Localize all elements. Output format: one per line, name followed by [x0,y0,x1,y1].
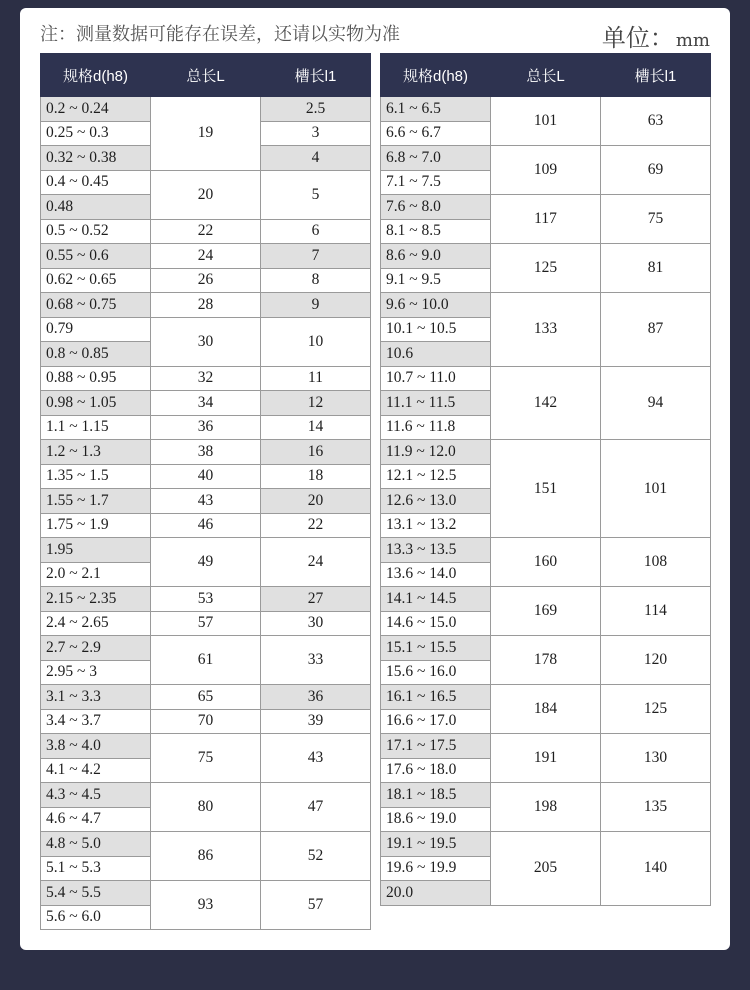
slot-cell: 2.5 [261,97,371,122]
length-cell: 26 [151,268,261,293]
slot-cell: 4 [261,146,371,171]
size-cell: 0.79 [41,317,151,342]
size-cell: 10.7 ~ 11.0 [381,366,491,391]
slot-cell: 14 [261,415,371,440]
size-cell: 6.8 ~ 7.0 [381,146,491,171]
size-cell: 11.6 ~ 11.8 [381,415,491,440]
size-cell: 18.1 ~ 18.5 [381,783,491,808]
slot-cell: 6 [261,219,371,244]
length-cell: 32 [151,366,261,391]
length-cell: 57 [151,611,261,636]
table-row [381,587,711,612]
size-cell: 19.6 ~ 19.9 [381,856,491,881]
length-cell: 151 [491,440,601,538]
size-cell: 2.4 ~ 2.65 [41,611,151,636]
unit-value: mm [675,30,710,51]
table-row [41,244,371,269]
table-row [41,832,371,857]
size-cell: 3.1 ~ 3.3 [41,685,151,710]
size-cell: 0.4 ~ 0.45 [41,170,151,195]
table-row [41,293,371,318]
unit-label [602,18,710,53]
size-cell: 11.1 ~ 11.5 [381,391,491,416]
table-row [381,636,711,661]
length-cell: 117 [491,195,601,244]
size-cell: 0.62 ~ 0.65 [41,268,151,293]
size-cell: 6.1 ~ 6.5 [381,97,491,122]
slot-cell: 87 [601,293,711,367]
slot-cell: 20 [261,489,371,514]
length-cell: 109 [491,146,601,195]
length-cell: 49 [151,538,261,587]
size-cell: 19.1 ~ 19.5 [381,832,491,857]
length-cell: 125 [491,244,601,293]
slot-cell: 94 [601,366,711,440]
size-cell: 17.1 ~ 17.5 [381,734,491,759]
length-cell: 61 [151,636,261,685]
table-row [41,489,371,514]
length-cell: 53 [151,587,261,612]
length-cell: 101 [491,97,601,146]
slot-cell: 24 [261,538,371,587]
length-cell: 178 [491,636,601,685]
slot-cell: 125 [601,685,711,734]
slot-cell: 52 [261,832,371,881]
size-cell: 10.1 ~ 10.5 [381,317,491,342]
slot-cell: 5 [261,170,371,219]
length-cell: 20 [151,170,261,219]
table-row [381,366,711,391]
size-cell: 0.55 ~ 0.6 [41,244,151,269]
table-row [41,440,371,465]
size-cell: 9.1 ~ 9.5 [381,268,491,293]
table-row [381,685,711,710]
size-cell: 13.6 ~ 14.0 [381,562,491,587]
size-cell: 4.1 ~ 4.2 [41,758,151,783]
slot-cell: 43 [261,734,371,783]
size-cell: 15.1 ~ 15.5 [381,636,491,661]
header-length: 总长L [491,54,601,97]
size-cell: 0.88 ~ 0.95 [41,366,151,391]
size-cell: 0.2 ~ 0.24 [41,97,151,122]
slot-cell: 63 [601,97,711,146]
table-row [41,783,371,808]
table-row [41,709,371,734]
length-cell: 133 [491,293,601,367]
size-cell: 5.1 ~ 5.3 [41,856,151,881]
table-row [41,97,371,122]
length-cell: 40 [151,464,261,489]
length-cell: 36 [151,415,261,440]
size-cell: 4.3 ~ 4.5 [41,783,151,808]
slot-cell: 130 [601,734,711,783]
size-cell: 1.75 ~ 1.9 [41,513,151,538]
table-row [381,783,711,808]
length-cell: 38 [151,440,261,465]
table-row [381,195,711,220]
slot-cell: 27 [261,587,371,612]
size-cell: 12.6 ~ 13.0 [381,489,491,514]
slot-cell: 114 [601,587,711,636]
table-row [381,440,711,465]
length-cell: 70 [151,709,261,734]
size-cell: 0.25 ~ 0.3 [41,121,151,146]
size-cell: 12.1 ~ 12.5 [381,464,491,489]
slot-cell: 16 [261,440,371,465]
size-cell: 0.5 ~ 0.52 [41,219,151,244]
size-cell: 10.6 [381,342,491,367]
spec-table-right [380,53,711,906]
size-cell: 4.8 ~ 5.0 [41,832,151,857]
slot-cell: 36 [261,685,371,710]
length-cell: 65 [151,685,261,710]
size-cell: 1.95 [41,538,151,563]
slot-cell: 11 [261,366,371,391]
size-cell: 14.6 ~ 15.0 [381,611,491,636]
length-cell: 142 [491,366,601,440]
length-cell: 86 [151,832,261,881]
length-cell: 191 [491,734,601,783]
slot-cell: 47 [261,783,371,832]
table-row [41,219,371,244]
spec-table-left [40,53,371,930]
slot-cell: 30 [261,611,371,636]
slot-cell: 120 [601,636,711,685]
table-row [381,832,711,857]
slot-cell: 81 [601,244,711,293]
size-cell: 8.1 ~ 8.5 [381,219,491,244]
table-row [41,317,371,342]
size-cell: 4.6 ~ 4.7 [41,807,151,832]
slot-cell: 108 [601,538,711,587]
table-row [41,268,371,293]
size-cell: 2.7 ~ 2.9 [41,636,151,661]
slot-cell: 7 [261,244,371,269]
table-row [381,97,711,122]
slot-cell: 12 [261,391,371,416]
slot-cell: 18 [261,464,371,489]
table-row [41,734,371,759]
length-cell: 30 [151,317,261,366]
length-cell: 34 [151,391,261,416]
size-cell: 9.6 ~ 10.0 [381,293,491,318]
size-cell: 2.15 ~ 2.35 [41,587,151,612]
size-cell: 11.9 ~ 12.0 [381,440,491,465]
table-row [41,587,371,612]
size-cell: 17.6 ~ 18.0 [381,758,491,783]
size-cell: 18.6 ~ 19.0 [381,807,491,832]
unit-prefix: 单位： [601,24,674,52]
header-slot: 槽长l1 [601,54,711,97]
length-cell: 46 [151,513,261,538]
table-row [41,685,371,710]
size-cell: 1.2 ~ 1.3 [41,440,151,465]
size-cell: 0.8 ~ 0.85 [41,342,151,367]
table-row [41,538,371,563]
size-cell: 5.4 ~ 5.5 [41,881,151,906]
size-cell: 7.1 ~ 7.5 [381,170,491,195]
table-row [41,513,371,538]
table-row [381,244,711,269]
table-row [41,170,371,195]
table-row [41,366,371,391]
slot-cell: 10 [261,317,371,366]
table-row [381,293,711,318]
table-row [381,734,711,759]
size-cell: 5.6 ~ 6.0 [41,905,151,930]
slot-cell: 69 [601,146,711,195]
length-cell: 28 [151,293,261,318]
table-row [41,464,371,489]
length-cell: 160 [491,538,601,587]
slot-cell: 39 [261,709,371,734]
length-cell: 43 [151,489,261,514]
header-size: 规格d(h8) [41,54,151,97]
size-cell: 2.95 ~ 3 [41,660,151,685]
table-row [381,146,711,171]
size-cell: 7.6 ~ 8.0 [381,195,491,220]
slot-cell: 33 [261,636,371,685]
table-row [381,538,711,563]
size-cell: 6.6 ~ 6.7 [381,121,491,146]
size-cell: 15.6 ~ 16.0 [381,660,491,685]
size-cell: 14.1 ~ 14.5 [381,587,491,612]
size-cell: 0.68 ~ 0.75 [41,293,151,318]
table-row [41,881,371,906]
slot-cell: 57 [261,881,371,930]
header-slot: 槽长l1 [261,54,371,97]
header-length: 总长L [151,54,261,97]
slot-cell: 140 [601,832,711,906]
length-cell: 184 [491,685,601,734]
slot-cell: 3 [261,121,371,146]
size-cell: 0.32 ~ 0.38 [41,146,151,171]
length-cell: 24 [151,244,261,269]
table-row [41,611,371,636]
length-cell: 75 [151,734,261,783]
slot-cell: 9 [261,293,371,318]
length-cell: 93 [151,881,261,930]
size-cell: 13.3 ~ 13.5 [381,538,491,563]
size-cell: 0.98 ~ 1.05 [41,391,151,416]
length-cell: 19 [151,97,261,171]
table-row [41,636,371,661]
size-cell: 2.0 ~ 2.1 [41,562,151,587]
slot-cell: 22 [261,513,371,538]
header-size: 规格d(h8) [381,54,491,97]
size-cell: 0.48 [41,195,151,220]
size-cell: 3.4 ~ 3.7 [41,709,151,734]
slot-cell: 135 [601,783,711,832]
size-cell: 1.35 ~ 1.5 [41,464,151,489]
measurement-note: 注：测量数据可能存在误差，还请以实物为准 [40,24,400,45]
length-cell: 198 [491,783,601,832]
slot-cell: 8 [261,268,371,293]
table-row [41,391,371,416]
length-cell: 169 [491,587,601,636]
table-row [41,415,371,440]
slot-cell: 101 [601,440,711,538]
size-cell: 20.0 [381,881,491,906]
size-cell: 1.55 ~ 1.7 [41,489,151,514]
length-cell: 205 [491,832,601,906]
size-cell: 16.1 ~ 16.5 [381,685,491,710]
size-cell: 1.1 ~ 1.15 [41,415,151,440]
length-cell: 22 [151,219,261,244]
size-cell: 8.6 ~ 9.0 [381,244,491,269]
size-cell: 16.6 ~ 17.0 [381,709,491,734]
size-cell: 3.8 ~ 4.0 [41,734,151,759]
length-cell: 80 [151,783,261,832]
size-cell: 13.1 ~ 13.2 [381,513,491,538]
slot-cell: 75 [601,195,711,244]
